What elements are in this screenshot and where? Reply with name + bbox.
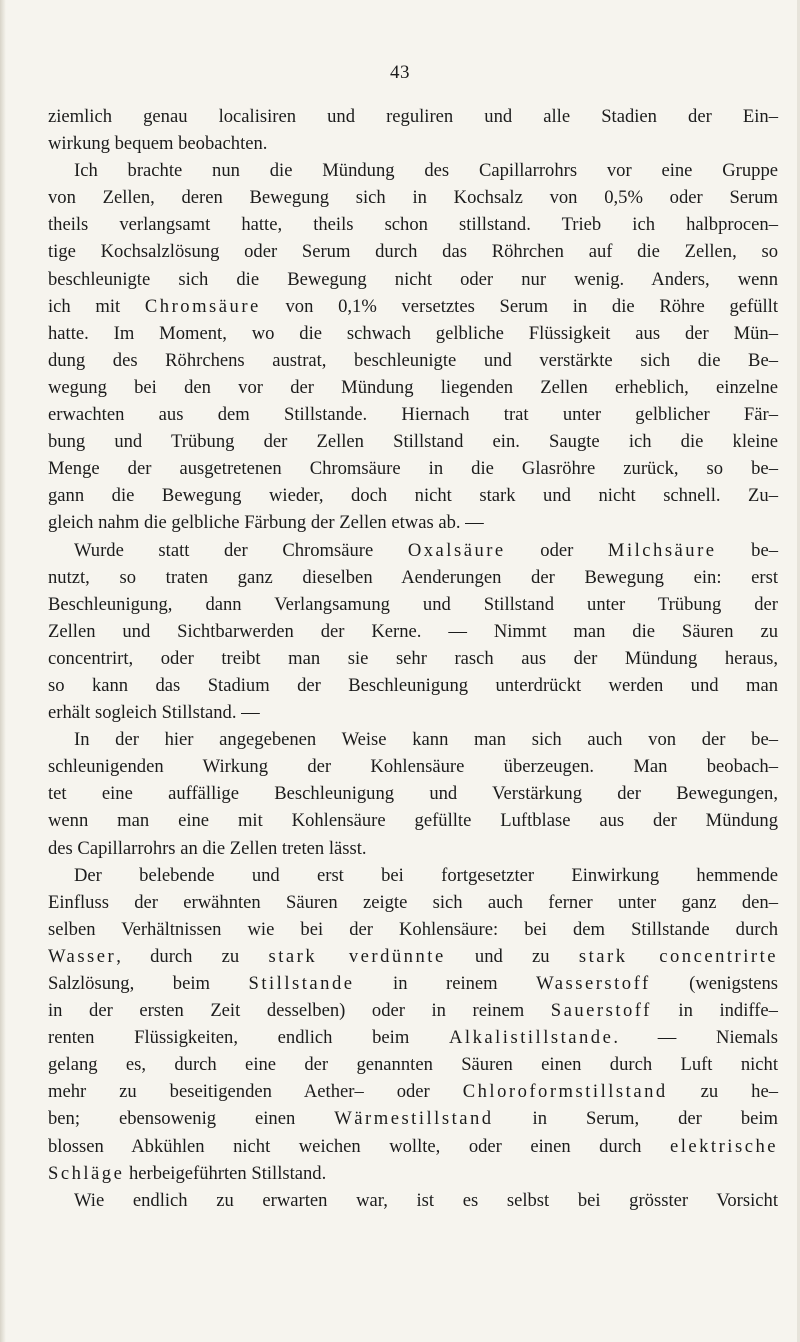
text-run: ben; ebensowenig einen: [48, 1108, 335, 1130]
spaced-term: Wasser: [48, 945, 117, 967]
text-line: [48, 157, 778, 184]
text-line: [48, 509, 778, 536]
spaced-term: Oxalsäure: [407, 539, 506, 561]
text-run: (wenigstens: [650, 973, 779, 994]
text-run: wirkung bequem beobachten.: [48, 133, 268, 155]
text-line: [48, 1105, 778, 1132]
text-line: [48, 401, 778, 428]
text-run: hatte. Im Moment, wo die schwach gelbliche Flüssigkeit aus der Mün–: [48, 322, 778, 344]
text-line: [48, 238, 778, 265]
text-run: be–: [716, 539, 778, 561]
text-line: [48, 997, 778, 1024]
text-run: in reinem: [354, 973, 537, 994]
text-run: Einfluss der erwähnten Säuren zeigte sich auch ferner unter ganz den–: [48, 891, 778, 913]
text-line: [48, 537, 778, 564]
text-line: [48, 564, 778, 591]
text-run: gleich nahm die gelbliche Färbung der Zellen etwas ab. —: [48, 512, 484, 534]
spaced-term: Wärmestillstand: [334, 1108, 494, 1130]
text-line: [48, 1187, 778, 1214]
text-run: zu he–: [667, 1081, 778, 1103]
text-run: ziemlich genau localisiren und reguliren und alle Stadien der Ein–: [48, 106, 778, 127]
text-line: [48, 320, 778, 347]
text-line: [48, 1133, 778, 1160]
text-run: beschleunigte sich die Bewegung nicht oder nur wenig. Anders, wenn: [48, 268, 778, 290]
text-run: und zu: [445, 945, 579, 967]
text-run: erwachten aus dem Stillstande. Hiernach trat unter gelblicher Fär–: [48, 404, 778, 426]
text-line: [48, 591, 778, 618]
text-line: [48, 916, 778, 943]
spaced-term: Stillstande: [248, 973, 355, 994]
text-line: [48, 1160, 778, 1187]
text-run: Der belebende und erst bei fortgesetzter Einwirkung hemmende: [74, 864, 778, 886]
text-run: oder: [505, 539, 608, 561]
text-run: bung und Trübung der Zellen Stillstand ein. Saugte ich die kleine: [48, 431, 778, 453]
text-run: concentrirt, oder treibt man sie sehr rasch aus der Mündung heraus,: [48, 647, 778, 669]
text-line: [48, 266, 778, 293]
text-line: [48, 889, 778, 916]
text-run: Salzlösung, beim: [48, 973, 249, 994]
spaced-term: Chromsäure: [144, 295, 261, 317]
text-run: so kann das Stadium der Beschleunigung unterdrückt werden und man: [48, 674, 778, 696]
spaced-term: stark concentrirte: [578, 945, 779, 967]
spaced-term: Alkalistillstande: [448, 1027, 614, 1049]
text-line: [48, 1024, 778, 1051]
text-line: [48, 726, 778, 753]
text-line: [48, 780, 778, 807]
spaced-term: stark verdünnte: [268, 945, 446, 967]
text-run: mehr zu beseitigenden Aether– oder: [48, 1081, 463, 1103]
text-run: wenn man eine mit Kohlensäure gefüllte Luftblase aus der Mündung: [48, 810, 778, 832]
text-run: Wie endlich zu erwarten war, ist es selbst bei grösster Vorsicht: [74, 1189, 778, 1211]
text-run: gann die Bewegung wieder, doch nicht stark und nicht schnell. Zu–: [48, 485, 778, 507]
text-line: [48, 455, 778, 482]
text-run: , durch zu: [116, 945, 269, 967]
text-run: renten Flüssigkeiten, endlich beim: [48, 1027, 449, 1049]
text-line: [48, 184, 778, 211]
text-run: selben Verhältnissen wie bei der Kohlensäure: bei dem Stillstande durch: [48, 918, 778, 940]
text-line: [48, 943, 778, 970]
text-run: erhält sogleich Stillstand. —: [48, 702, 260, 724]
text-line: [48, 699, 778, 726]
text-run: Wurde statt der Chromsäure: [74, 539, 408, 561]
text-run: in Serum, der beim: [493, 1108, 779, 1130]
text-run: . — Niemals: [613, 1027, 778, 1049]
text-run: wegung bei den vor der Mündung liegenden Zellen erheblich, einzelne: [48, 376, 778, 398]
text-run: von Zellen, deren Bewegung sich in Kochsalz von 0,5% oder Serum: [48, 187, 778, 209]
text-run: tige Kochsalzlösung oder Serum durch das Röhrchen auf die Zellen, so: [48, 241, 778, 263]
text-line: [48, 970, 778, 997]
text-run: in der ersten Zeit desselben) oder in reinem: [48, 1000, 551, 1022]
text-line: [48, 645, 778, 672]
text-run: blossen Abkühlen nicht weichen wollte, oder einen durch: [48, 1135, 670, 1157]
text-run: Beschleunigung, dann Verlangsamung und Stillstand unter Trübung der: [48, 593, 778, 615]
text-line: [48, 347, 778, 374]
text-line: [48, 374, 778, 401]
text-run: ich mit: [48, 295, 145, 317]
page-left-edge: [0, 0, 6, 1342]
text-run: von 0,1% versetztes Serum in die Röhre gefüllt: [260, 295, 778, 317]
spaced-term: Chloroformstillstand: [462, 1081, 668, 1103]
text-line: [48, 103, 778, 130]
text-line: [48, 753, 778, 780]
text-line: [48, 672, 778, 699]
text-line: [48, 807, 778, 834]
text-run: Zellen und Sichtbarwerden der Kerne. — Nimmt man die Säuren zu: [48, 620, 778, 642]
spaced-term: Milchsäure: [607, 539, 717, 561]
text-run: in indiffe–: [651, 1000, 778, 1022]
text-run: Ich brachte nun die Mündung des Capillarrohrs vor eine Gruppe: [74, 160, 778, 182]
spaced-term: elektrische: [669, 1135, 778, 1157]
text-line: [48, 293, 778, 320]
text-line: [48, 862, 778, 889]
spaced-term: Sauerstoff: [550, 1000, 652, 1022]
text-run: nutzt, so traten ganz dieselben Aenderungen der Bewegung ein: erst: [48, 566, 778, 588]
text-line: [48, 1051, 778, 1078]
text-line: [48, 835, 778, 862]
text-line: [48, 1078, 778, 1105]
body-text: [48, 103, 778, 1214]
text-run: dung des Röhrchens austrat, beschleunigte und verstärkte sich die Be–: [48, 349, 778, 371]
text-run: schleunigenden Wirkung der Kohlensäure überzeugen. Man beobach–: [48, 756, 778, 778]
text-line: [48, 211, 778, 238]
text-run: Menge der ausgetretenen Chromsäure in die Glasröhre zurück, so be–: [48, 458, 778, 480]
page-number: 43: [390, 62, 410, 83]
text-line: [48, 428, 778, 455]
text-line: [48, 482, 778, 509]
spaced-term: Schläge: [48, 1162, 125, 1184]
text-line: [48, 130, 778, 157]
text-run: In der hier angegebenen Weise kann man sich auch von der be–: [74, 729, 778, 751]
text-run: tet eine auffällige Beschleunigung und Verstärkung der Bewegungen,: [48, 783, 778, 805]
text-run: gelang es, durch eine der genannten Säuren einen durch Luft nicht: [48, 1054, 778, 1076]
text-run: theils verlangsamt hatte, theils schon stillstand. Trieb ich halbprocen–: [48, 214, 778, 236]
text-line: [48, 618, 778, 645]
spaced-term: Wasserstoff: [536, 973, 651, 994]
text-run: des Capillarrohrs an die Zellen treten lässt.: [48, 837, 367, 859]
text-run: herbeigeführten Stillstand.: [124, 1162, 327, 1184]
